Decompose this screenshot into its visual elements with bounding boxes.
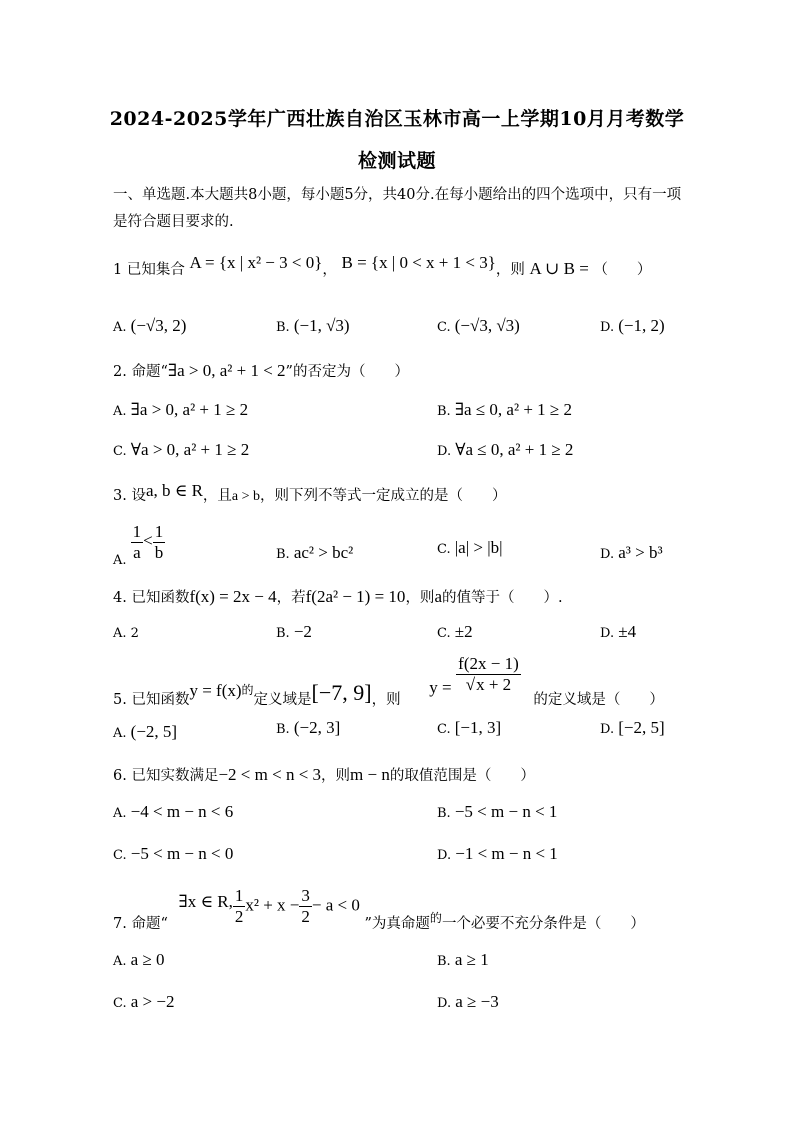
option-value: [−2, 5] [618, 718, 665, 737]
option-value: ∃a > 0, a² + 1 ≥ 2 [130, 400, 249, 419]
option-label: C. [113, 848, 127, 863]
question-1-option-c[interactable] [437, 316, 520, 336]
option-value: (−1, √3) [293, 316, 350, 335]
option-label: B. [437, 806, 451, 821]
fraction [456, 654, 521, 695]
option-label: A. [113, 726, 127, 741]
option-label: D. [437, 996, 452, 1011]
x-term: x² + x − [245, 895, 300, 915]
question-1-then: ，则 [495, 262, 525, 278]
question-5-text: 定义域是 [253, 692, 312, 708]
option-label: D. [600, 320, 615, 335]
denominator: √x + 2 [465, 675, 512, 694]
question-7-option-c[interactable] [113, 992, 175, 1012]
denominator: a [133, 543, 141, 562]
option-value: ±4 [618, 622, 637, 641]
question-3-text-tail: ，则下列不等式一定成立的是（ ） [260, 488, 507, 504]
option-value: −2 [293, 622, 312, 641]
question-6-option-a[interactable] [113, 802, 233, 822]
denominator: 2 [301, 907, 310, 926]
question-4-option-c[interactable] [437, 622, 473, 642]
question-4-option-b[interactable] [276, 622, 312, 642]
option-label: C. [437, 626, 451, 641]
question-6-option-d[interactable] [437, 844, 558, 864]
radicand: x + 2 [476, 675, 512, 694]
question-6-stem [113, 764, 535, 785]
option-value: (−2, 5] [130, 722, 178, 741]
fraction [131, 522, 144, 563]
option-label: B. [437, 954, 451, 969]
denominator: 2 [234, 907, 244, 926]
question-1-paren: （ ） [593, 262, 652, 278]
question-2-proposition: ∃a > 0, a² + 1 < 2 [167, 361, 286, 380]
question-3-condition-1: a, b ∈ R [145, 481, 203, 500]
question-1-text: 已知集合 [126, 262, 185, 278]
option-value: [−1, 3] [454, 718, 502, 737]
option-value: (−√3, √3) [454, 316, 520, 335]
question-4-number: 4. 已知函数 [113, 590, 190, 606]
question-3-number: 3. 设 [113, 488, 146, 504]
question-1-set-a: A = {x | x² − 3 < 0} [189, 253, 323, 272]
question-5-text-tail: 的定义域是（ ） [533, 692, 664, 708]
question-4-option-d[interactable] [600, 622, 636, 642]
section-instructions [113, 186, 693, 232]
question-2-stem [113, 360, 409, 381]
exists-clause: ∃x ∈ R, [178, 891, 233, 911]
option-value: ∃a ≤ 0, a² + 1 ≥ 2 [454, 400, 572, 419]
denominator: b [154, 543, 164, 562]
question-1-separator: ， [322, 262, 337, 278]
option-label: B. [276, 722, 290, 737]
question-4-function: f(x) = 2x − 4 [189, 587, 277, 606]
question-7-proposition [178, 886, 359, 927]
question-1-option-a[interactable] [113, 316, 186, 336]
question-2-option-d[interactable] [437, 440, 573, 460]
numerator: f(2x − 1) [458, 654, 519, 673]
option-label: D. [600, 722, 615, 737]
option-value: −5 < m − n < 0 [130, 844, 234, 863]
option-label: B. [276, 547, 290, 562]
exam-title-line2: 检测试题 [357, 150, 436, 172]
option-label: A. [113, 553, 127, 568]
y-equals: y = [429, 677, 452, 697]
question-3-text: ，且 [202, 488, 232, 504]
question-5-option-d[interactable] [600, 718, 665, 738]
question-2-option-b[interactable] [437, 400, 572, 420]
question-4-option-a[interactable]: A. 2 [113, 626, 139, 641]
option-label: C. [113, 444, 127, 459]
fraction [153, 522, 166, 563]
section-instructions-line1: 一、单选题.本大题共8小题，每小题5分，共40分.在每小题给出的四个选项中，只有一项 [113, 187, 682, 203]
less-than: < [143, 531, 153, 550]
option-label: D. [437, 848, 452, 863]
exam-title-line1: 2024-2025学年广西壮族自治区玉林市高一上学期10月月考数学 [109, 108, 685, 130]
section-instructions-line2: 是符合题目要求的. [113, 213, 234, 230]
option-label: D. [600, 626, 615, 641]
question-1-stem [113, 253, 652, 279]
question-5-particle: 的 [241, 683, 254, 697]
question-6-expression: m − n [350, 765, 390, 784]
question-7-option-d[interactable] [437, 992, 499, 1012]
question-7-number: 7. 命题“ [113, 916, 168, 932]
option-label: C. [437, 320, 451, 335]
question-3-option-b[interactable] [276, 543, 353, 563]
option-value: (−1, 2) [618, 316, 665, 335]
option-label: B. [276, 320, 290, 335]
question-6-option-b[interactable] [437, 802, 557, 822]
question-3-condition-2: a > b [231, 489, 261, 504]
question-7-particle: 的 [429, 911, 442, 925]
fraction [299, 886, 312, 927]
question-4-text-tail: 的值等于（ ）. [441, 590, 563, 606]
option-label: C. [437, 722, 451, 737]
option-value: a ≥ 1 [454, 950, 489, 969]
option-label: C. [437, 542, 451, 557]
question-4-variable: a [434, 587, 442, 606]
numerator: 1 [132, 522, 142, 541]
numerator: 1 [154, 522, 164, 541]
question-7-option-b[interactable] [437, 950, 489, 970]
fraction [233, 886, 246, 927]
option-label: A. [113, 806, 127, 821]
numerator: 1 [234, 886, 244, 905]
question-6-number: 6. 已知实数满足 [113, 768, 219, 784]
option-label: A. [113, 320, 127, 335]
question-5-number: 5. 已知函数 [113, 692, 190, 708]
question-3-option-a[interactable] [113, 522, 165, 568]
question-5-domain: [−7, 9] [311, 680, 372, 705]
option-label: A. [113, 404, 127, 419]
question-1-option-d[interactable] [600, 316, 665, 336]
question-4-stem [113, 586, 563, 607]
option-label: B. [437, 404, 451, 419]
question-4-text-2: ，则 [405, 590, 435, 606]
question-6-option-c[interactable] [113, 844, 233, 864]
option-label: D. [600, 547, 615, 562]
question-2-option-a[interactable] [113, 400, 248, 420]
question-7-stem [113, 886, 645, 932]
question-2-text: ”的否定为（ ） [285, 364, 409, 380]
question-4-text: ，若 [276, 590, 306, 606]
option-value: ∀a ≤ 0, a² + 1 ≥ 2 [455, 440, 574, 459]
option-value: a ≥ 0 [130, 950, 165, 969]
question-6-condition: −2 < m < n < 3 [218, 765, 322, 784]
rest-term: − a < 0 [311, 895, 360, 915]
option-label: D. [437, 444, 452, 459]
option-value: |a| > |b| [454, 538, 503, 557]
option-label: A. [113, 954, 127, 969]
option-value: ∀a > 0, a² + 1 ≥ 2 [130, 440, 250, 459]
question-3-stem [113, 481, 507, 505]
question-7-text-tail: 一个必要不充分条件是（ ） [441, 916, 645, 932]
question-1-union: A ∪ B = [529, 259, 589, 278]
question-5-option-b[interactable] [276, 718, 340, 738]
option-value: (−√3, 2) [130, 316, 187, 335]
option-value: ±2 [454, 622, 473, 641]
question-1-option-b[interactable] [276, 316, 350, 336]
option-value: a³ > b³ [618, 543, 663, 562]
question-3-option-d[interactable] [600, 543, 663, 563]
question-5-function: y = f(x) [189, 681, 242, 700]
question-7-option-a[interactable] [113, 950, 165, 970]
question-7-text: ”为真命题 [364, 916, 430, 932]
option-value: −4 < m − n < 6 [130, 802, 234, 821]
option-value: −1 < m − n < 1 [455, 844, 558, 863]
option-value: (−2, 3] [293, 718, 341, 737]
question-2-option-c[interactable] [113, 440, 249, 460]
question-1-set-b: B = {x | 0 < x + 1 < 3} [341, 253, 496, 272]
question-3-option-c[interactable] [437, 538, 503, 558]
question-4-condition: f(2a² − 1) = 10 [305, 587, 406, 606]
numerator: 3 [301, 886, 310, 905]
question-5-option-a[interactable] [113, 722, 177, 742]
question-6-text-tail: 的取值范围是（ ） [389, 768, 535, 784]
question-2-number: 2. 命题“ [113, 364, 168, 380]
option-value: −5 < m − n < 1 [454, 802, 558, 821]
question-5-expression [429, 654, 521, 695]
option-value: ac² > bc² [293, 543, 354, 562]
option-label: B. [276, 626, 290, 641]
question-5-then: ，则 [371, 692, 401, 708]
option-label: C. [113, 996, 127, 1011]
option-value: a ≥ −3 [455, 992, 499, 1011]
question-5-stem [113, 654, 664, 708]
option-value: a > −2 [130, 992, 175, 1011]
question-1-number: 1 [113, 262, 123, 278]
question-5-option-c[interactable] [437, 718, 501, 738]
question-6-text: ，则 [321, 768, 351, 784]
